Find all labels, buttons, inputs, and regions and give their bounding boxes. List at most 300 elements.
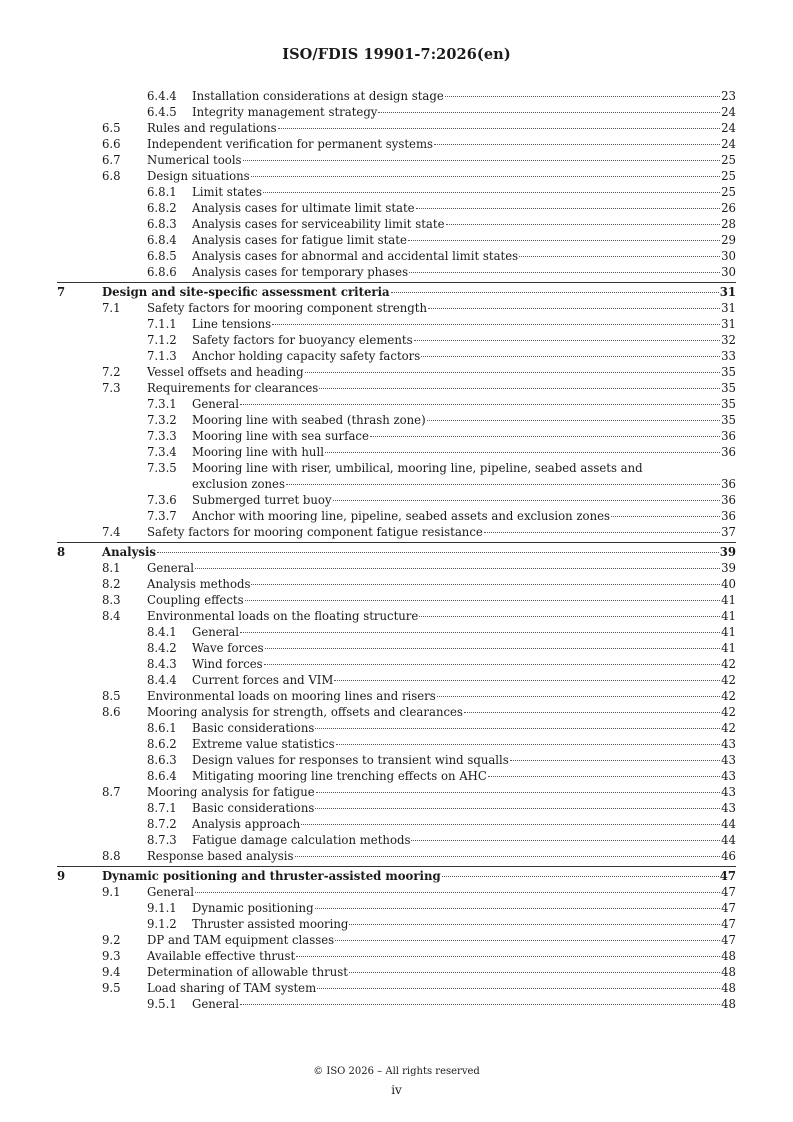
- toc-entry-number: 8.7: [102, 785, 121, 799]
- dot-leader: [370, 436, 720, 437]
- toc-entry-line: [147, 364, 736, 380]
- toc-entry-title[interactable]: Determination of allowable thrust: [147, 965, 348, 979]
- toc-entry[interactable]: [0, 332, 793, 348]
- toc-entry-line: [192, 232, 736, 248]
- toc-entry-page: 41: [721, 641, 736, 655]
- toc-entry-page: 36: [721, 509, 736, 523]
- toc-entry-number: 8.6.1: [147, 721, 177, 735]
- dot-leader: [484, 532, 720, 533]
- toc-entry-title[interactable]: Anchor with mooring line, pipeline, seabed assets and exclusion zones: [192, 509, 611, 523]
- toc-entry-line: [192, 900, 736, 916]
- toc-entry-number: 6.5: [102, 121, 121, 135]
- toc-entry-number: 7.3.5: [147, 461, 177, 475]
- dot-leader: [334, 680, 720, 681]
- toc-entry-number: 8.6.4: [147, 769, 177, 783]
- dot-leader: [265, 648, 721, 649]
- toc-entry-title[interactable]: Limit states: [192, 185, 263, 199]
- toc-entry[interactable]: [0, 560, 793, 576]
- toc-entry-page: 36: [721, 429, 736, 443]
- toc-entry[interactable]: [0, 136, 793, 152]
- toc-entry-page: 43: [721, 753, 736, 767]
- toc-entry-line: [147, 380, 736, 396]
- toc-entry-number: 8.6: [102, 705, 121, 719]
- toc-entry-title[interactable]: Submerged turret buoy: [192, 493, 332, 507]
- toc-entry-line: [147, 948, 736, 964]
- dot-leader: [243, 160, 721, 161]
- toc-entry[interactable]: [0, 232, 793, 248]
- dot-leader: [316, 792, 720, 793]
- toc-entry[interactable]: [0, 736, 793, 752]
- dot-leader: [336, 744, 721, 745]
- toc-entry[interactable]: [0, 300, 793, 316]
- toc-entry-number: 9.2: [102, 933, 121, 947]
- toc-entry[interactable]: [0, 544, 793, 560]
- toc-entry-number: 6.4.5: [147, 105, 177, 119]
- toc-entry-number: 7.3.2: [147, 413, 177, 427]
- toc-entry-title[interactable]: General: [192, 625, 239, 639]
- toc-entry-number: 9.5.1: [147, 997, 177, 1011]
- toc-entry-page: 36: [721, 445, 736, 459]
- toc-entry-number: 8: [57, 545, 66, 559]
- toc-entry-title[interactable]: Requirements for clearances: [147, 381, 319, 395]
- toc-entry-page: 47: [721, 917, 736, 931]
- toc-entry-page: 47: [721, 933, 736, 947]
- toc-entry-title[interactable]: Wind forces: [192, 657, 263, 671]
- toc-entry[interactable]: [0, 608, 793, 624]
- toc-entry-title[interactable]: Load sharing of TAM system: [147, 981, 317, 995]
- toc-entry-page: 41: [721, 609, 736, 623]
- toc-entry-line: [192, 396, 736, 412]
- toc-entry-title[interactable]: Analysis cases for serviceability limit state: [192, 217, 445, 231]
- toc-entry[interactable]: [0, 884, 793, 900]
- toc-entry-line: [192, 428, 736, 444]
- toc-entry-line: [192, 316, 736, 332]
- toc-entry-number: 7.1.2: [147, 333, 177, 347]
- dot-leader: [315, 728, 720, 729]
- dot-leader: [391, 292, 719, 293]
- dot-leader: [317, 988, 720, 989]
- toc-entry-title[interactable]: General: [147, 561, 194, 575]
- toc-entry[interactable]: [0, 980, 793, 996]
- toc-entry-number: 9.1: [102, 885, 121, 899]
- toc-entry-number: 8.8: [102, 849, 121, 863]
- toc-entry[interactable]: [0, 88, 793, 104]
- toc-entry-page: 37: [721, 525, 736, 539]
- toc-entry[interactable]: [0, 216, 793, 232]
- toc-entry-title[interactable]: Current forces and VIM: [192, 673, 334, 687]
- toc-entry-number: 8.4.4: [147, 673, 177, 687]
- toc-entry-line: [192, 508, 736, 524]
- toc-entry-number: 7.3.1: [147, 397, 177, 411]
- toc-entry-line: [192, 832, 736, 848]
- toc-entry-line: [102, 544, 736, 560]
- toc-entry-title[interactable]: Analysis cases for ultimate limit state: [192, 201, 415, 215]
- toc-entry-line: [192, 200, 736, 216]
- toc-entry-page: 31: [721, 317, 736, 331]
- toc-entry-title[interactable]: Dynamic positioning: [192, 901, 314, 915]
- toc-entry-title[interactable]: Analysis cases for abnormal and accidental limit states: [192, 249, 519, 263]
- toc-entry-line: [192, 672, 736, 688]
- dot-leader: [611, 516, 720, 517]
- toc-entry-number: 8.4.2: [147, 641, 177, 655]
- toc-entry-page: 42: [721, 689, 736, 703]
- toc-entry-page: 42: [721, 721, 736, 735]
- toc-entry-page: 24: [721, 121, 736, 135]
- toc-entry-title[interactable]: Safety factors for buoyancy elements: [192, 333, 413, 347]
- toc-entry-title[interactable]: Integrity management strategy: [192, 105, 378, 119]
- dot-leader: [464, 712, 720, 713]
- toc-entry[interactable]: [0, 396, 793, 412]
- toc-entry-page: 30: [721, 265, 736, 279]
- toc-entry-number: 6.8.1: [147, 185, 177, 199]
- dot-leader: [428, 308, 720, 309]
- toc-entry-line: [147, 120, 736, 136]
- toc-entry[interactable]: [0, 492, 793, 508]
- toc-entry-page: 31: [719, 285, 736, 299]
- toc-entry-number: 9.1.1: [147, 901, 177, 915]
- toc-entry[interactable]: [0, 640, 793, 656]
- toc-entry-number: 6.8.2: [147, 201, 177, 215]
- toc-entry-line: [147, 136, 736, 152]
- toc-entry-title[interactable]: Analysis: [102, 545, 156, 559]
- toc-entry-title[interactable]: Line tensions: [192, 317, 272, 331]
- toc-entry-line: [147, 592, 736, 608]
- toc-entry-page: 44: [721, 833, 736, 847]
- toc-entry-title[interactable]: Anchor holding capacity safety factors: [192, 349, 421, 363]
- toc-entry-title[interactable]: Mooring line with riser, umbilical, mooring line, pipeline, seabed assets and: [192, 461, 643, 475]
- toc-entry-line: [147, 964, 736, 980]
- toc-entry[interactable]: [0, 152, 793, 168]
- toc-entry-title[interactable]: Response based analysis: [147, 849, 294, 863]
- dot-leader: [240, 1004, 720, 1005]
- toc-entry-page: 42: [721, 673, 736, 687]
- toc-entry-line: [192, 348, 736, 364]
- toc-entry-line: [192, 996, 736, 1012]
- toc-entry-title[interactable]: Environmental loads on mooring lines and risers: [147, 689, 436, 703]
- toc-entry-title[interactable]: Coupling effects: [147, 593, 244, 607]
- toc-entry[interactable]: [0, 832, 793, 848]
- toc-entry-line: [147, 848, 736, 864]
- toc-entry-line: [192, 460, 736, 492]
- toc-entry[interactable]: [0, 624, 793, 640]
- toc-entry-number: 8.4.1: [147, 625, 177, 639]
- dot-leader: [295, 856, 721, 857]
- toc-entry-title-continued[interactable]: exclusion zones: [192, 477, 285, 491]
- dot-leader: [446, 224, 721, 225]
- toc-entry-page: 48: [721, 981, 736, 995]
- toc-entry-title[interactable]: Vessel offsets and heading: [147, 365, 304, 379]
- toc-entry-title[interactable]: Analysis cases for fatigue limit state: [192, 233, 407, 247]
- toc-entry[interactable]: [0, 412, 793, 428]
- toc-entry[interactable]: [0, 200, 793, 216]
- toc-entry[interactable]: [0, 120, 793, 136]
- dot-leader: [333, 500, 721, 501]
- toc-entry[interactable]: [0, 704, 793, 720]
- toc-entry-page: 31: [721, 301, 736, 315]
- toc-entry-page: 25: [721, 169, 736, 183]
- toc-entry-page: 43: [721, 769, 736, 783]
- toc-entry-title[interactable]: Available effective thrust: [147, 949, 296, 963]
- toc-entry[interactable]: [0, 848, 793, 864]
- toc-entry[interactable]: [0, 592, 793, 608]
- toc-entry[interactable]: [0, 444, 793, 460]
- dot-leader: [419, 616, 720, 617]
- toc-entry-title[interactable]: Mitigating mooring line trenching effects on AHC: [192, 769, 487, 783]
- toc-entry-page: 35: [721, 365, 736, 379]
- toc-entry-number: 7.3.4: [147, 445, 177, 459]
- toc-entry-line: [192, 736, 736, 752]
- toc-entry-title[interactable]: Mooring analysis for fatigue: [147, 785, 315, 799]
- dot-leader: [319, 388, 720, 389]
- toc-entry-number: 8.5: [102, 689, 121, 703]
- dot-leader: [240, 632, 720, 633]
- toc-entry-number: 6.8.5: [147, 249, 177, 263]
- toc-entry[interactable]: [0, 104, 793, 120]
- toc-entry-line: [192, 332, 736, 348]
- toc-entry-page: 42: [721, 705, 736, 719]
- toc-entry-title[interactable]: Analysis methods: [147, 577, 251, 591]
- toc-entry-title[interactable]: Basic considerations: [192, 801, 315, 815]
- toc-entry-page: 33: [721, 349, 736, 363]
- toc-entry-number: 6.8.6: [147, 265, 177, 279]
- dot-leader: [251, 584, 720, 585]
- toc-entry-title[interactable]: Dynamic positioning and thruster-assisted mooring: [102, 869, 441, 883]
- toc-entry-page: 29: [721, 233, 736, 247]
- toc-entry-title[interactable]: Analysis approach: [192, 817, 301, 831]
- toc-entry-page: 40: [721, 577, 736, 591]
- toc-entry-page: 36: [721, 493, 736, 507]
- dot-leader: [414, 340, 721, 341]
- toc-entry[interactable]: [0, 784, 793, 800]
- chapter-separator: [57, 866, 736, 867]
- toc-entry[interactable]: [0, 800, 793, 816]
- dot-leader: [349, 924, 720, 925]
- toc-entry-number: 7.2: [102, 365, 121, 379]
- toc-entry[interactable]: [0, 720, 793, 736]
- toc-entry-page: 28: [721, 217, 736, 231]
- toc-entry-title[interactable]: Safety factors for mooring component fatigue resistance: [147, 525, 483, 539]
- dot-leader: [437, 696, 720, 697]
- dot-leader: [264, 664, 720, 665]
- dot-leader: [315, 808, 720, 809]
- toc-entry-page: 47: [721, 885, 736, 899]
- dot-leader: [251, 176, 720, 177]
- toc-entry-page: 43: [721, 801, 736, 815]
- copyright-footer: © ISO 2026 – All rights reserved: [313, 1066, 480, 1077]
- toc-entry-title[interactable]: Environmental loads on the floating structure: [147, 609, 419, 623]
- toc-entry-number: 7: [57, 285, 66, 299]
- toc-entry-title[interactable]: Mooring analysis for strength, offsets and clearances: [147, 705, 463, 719]
- dot-leader: [349, 972, 720, 973]
- toc-entry-title[interactable]: Extreme value statistics: [192, 737, 335, 751]
- toc-entry[interactable]: [0, 524, 793, 540]
- toc-entry-number: 9.4: [102, 965, 121, 979]
- toc-entry-line: [192, 816, 736, 832]
- toc-entry-line: [192, 800, 736, 816]
- dot-leader: [434, 144, 720, 145]
- document-header: ISO/FDIS 19901-7:2026(en): [282, 46, 511, 63]
- toc-entry[interactable]: [0, 688, 793, 704]
- toc-entry-title[interactable]: Rules and regulations: [147, 121, 277, 135]
- toc-entry-line: [192, 88, 736, 104]
- toc-entry[interactable]: [0, 656, 793, 672]
- toc-entry-title[interactable]: Design and site-specific assessment criteria: [102, 285, 390, 299]
- toc-entry[interactable]: [0, 168, 793, 184]
- dot-leader: [378, 112, 720, 113]
- toc-entry-page: 30: [721, 249, 736, 263]
- toc-entry[interactable]: [0, 816, 793, 832]
- toc-entry[interactable]: [0, 364, 793, 380]
- toc-entry-line: [192, 412, 736, 428]
- toc-entry-title[interactable]: Design situations: [147, 169, 250, 183]
- toc-entry[interactable]: [0, 460, 793, 492]
- toc-entry-title[interactable]: General: [192, 397, 239, 411]
- toc-entry[interactable]: [0, 184, 793, 200]
- chapter-separator: [57, 282, 736, 283]
- toc-entry-number: 7.4: [102, 525, 121, 539]
- toc-entry[interactable]: [0, 900, 793, 916]
- toc-entry-number: 8.1: [102, 561, 121, 575]
- toc-entry-title[interactable]: DP and TAM equipment classes: [147, 933, 335, 947]
- toc-entry-title[interactable]: Thruster assisted mooring: [192, 917, 349, 931]
- dot-leader: [409, 272, 720, 273]
- toc-entry-number: 9.3: [102, 949, 121, 963]
- toc-entry-number: 8.7.3: [147, 833, 177, 847]
- toc-entry-line: [147, 932, 736, 948]
- toc-entry[interactable]: [0, 996, 793, 1012]
- toc-entry-number: 7.3.7: [147, 509, 177, 523]
- toc-entry-line: [147, 300, 736, 316]
- toc-entry-number: 8.3: [102, 593, 121, 607]
- toc-entry[interactable]: [0, 264, 793, 280]
- toc-entry-number: 9: [57, 869, 66, 883]
- toc-entry-page: 39: [721, 561, 736, 575]
- toc-entry-title[interactable]: Mooring line with seabed (thrash zone): [192, 413, 426, 427]
- toc-entry-title[interactable]: Numerical tools: [147, 153, 242, 167]
- toc-entry[interactable]: [0, 916, 793, 932]
- dot-leader: [510, 760, 720, 761]
- toc-entry-number: 8.6.3: [147, 753, 177, 767]
- toc-entry-page: 25: [721, 153, 736, 167]
- toc-entry-line: [147, 524, 736, 540]
- toc-entry-page: 43: [721, 737, 736, 751]
- toc-entry-title[interactable]: Safety factors for mooring component strength: [147, 301, 427, 315]
- toc-entry[interactable]: [0, 576, 793, 592]
- toc-entry-line: [192, 752, 736, 768]
- toc-entry-number: 6.4.4: [147, 89, 177, 103]
- toc-entry[interactable]: [0, 964, 793, 980]
- toc-entry-page: 48: [721, 949, 736, 963]
- toc-entry-page: 41: [721, 593, 736, 607]
- dot-leader: [421, 356, 720, 357]
- toc-entry-line: [192, 104, 736, 120]
- toc-entry-page: 32: [721, 333, 736, 347]
- dot-leader: [519, 256, 720, 257]
- toc-entry[interactable]: [0, 348, 793, 364]
- toc-entry-page: 23: [721, 89, 736, 103]
- toc-entry-number: 6.8.3: [147, 217, 177, 231]
- toc-entry[interactable]: [0, 932, 793, 948]
- toc-entry[interactable]: [0, 508, 793, 524]
- toc-entry-line: [147, 168, 736, 184]
- toc-entry-title[interactable]: Fatigue damage calculation methods: [192, 833, 411, 847]
- toc-entry-title[interactable]: Basic considerations: [192, 721, 315, 735]
- dot-leader: [195, 568, 720, 569]
- toc-entry-number: 7.3: [102, 381, 121, 395]
- toc-entry-title[interactable]: Wave forces: [192, 641, 264, 655]
- toc-entry[interactable]: [0, 768, 793, 784]
- toc-entry-page: 24: [721, 137, 736, 151]
- toc-entry-number: 7.3.6: [147, 493, 177, 507]
- dot-leader: [408, 240, 720, 241]
- toc-entry-page: 43: [721, 785, 736, 799]
- dot-leader: [286, 484, 720, 485]
- dot-leader: [195, 892, 720, 893]
- toc-entry-number: 8.7.2: [147, 817, 177, 831]
- toc-entry-line: [192, 720, 736, 736]
- toc-entry-number: 8.7.1: [147, 801, 177, 815]
- toc-entry-title[interactable]: General: [192, 997, 239, 1011]
- toc-entry-line: [147, 980, 736, 996]
- toc-entry-page: 48: [721, 997, 736, 1011]
- toc-entry[interactable]: [0, 868, 793, 884]
- toc-entry-line: [147, 152, 736, 168]
- toc-entry-title[interactable]: Installation considerations at design stage: [192, 89, 444, 103]
- toc-entry[interactable]: [0, 316, 793, 332]
- toc-entry-page: 36: [721, 477, 736, 491]
- toc-entry-page: 24: [721, 105, 736, 119]
- dot-leader: [488, 776, 720, 777]
- chapter-separator: [57, 542, 736, 543]
- toc-entry-number: 8.4.3: [147, 657, 177, 671]
- toc-entry[interactable]: [0, 948, 793, 964]
- toc-entry-title[interactable]: General: [147, 885, 194, 899]
- toc-entry-number: 6.7: [102, 153, 121, 167]
- toc-entry[interactable]: [0, 672, 793, 688]
- toc-entry-title[interactable]: Analysis cases for temporary phases: [192, 265, 409, 279]
- toc-entry[interactable]: [0, 284, 793, 300]
- toc-entry-number: 7.1.1: [147, 317, 177, 331]
- toc-entry-page: 35: [721, 413, 736, 427]
- dot-leader: [240, 404, 720, 405]
- dot-leader: [157, 552, 719, 553]
- toc-entry-title[interactable]: Mooring line with hull: [192, 445, 324, 459]
- toc-entry[interactable]: [0, 752, 793, 768]
- toc-entry[interactable]: [0, 428, 793, 444]
- toc-entry-line: [147, 704, 736, 720]
- toc-entry-page: 47: [721, 901, 736, 915]
- page-number: iv: [391, 1083, 402, 1097]
- toc-entry[interactable]: [0, 380, 793, 396]
- toc-entry-title[interactable]: Design values for responses to transient wind squalls: [192, 753, 509, 767]
- toc-entry-title[interactable]: Mooring line with sea surface: [192, 429, 369, 443]
- toc-entry-line: [192, 492, 736, 508]
- toc-entry-page: 47: [719, 869, 736, 883]
- toc-entry-number: 7.3.3: [147, 429, 177, 443]
- toc-entry[interactable]: [0, 248, 793, 264]
- dot-leader: [445, 96, 720, 97]
- toc-entry-number: 9.5: [102, 981, 121, 995]
- toc-entry-page: 44: [721, 817, 736, 831]
- dot-leader: [335, 940, 720, 941]
- dot-leader: [301, 824, 720, 825]
- toc-entry-line: [147, 608, 736, 624]
- toc-entry-page: 35: [721, 397, 736, 411]
- toc-entry-line: [102, 868, 736, 884]
- toc-entry-line: [192, 184, 736, 200]
- dot-leader: [263, 192, 720, 193]
- toc-entry-title[interactable]: Independent verification for permanent systems: [147, 137, 434, 151]
